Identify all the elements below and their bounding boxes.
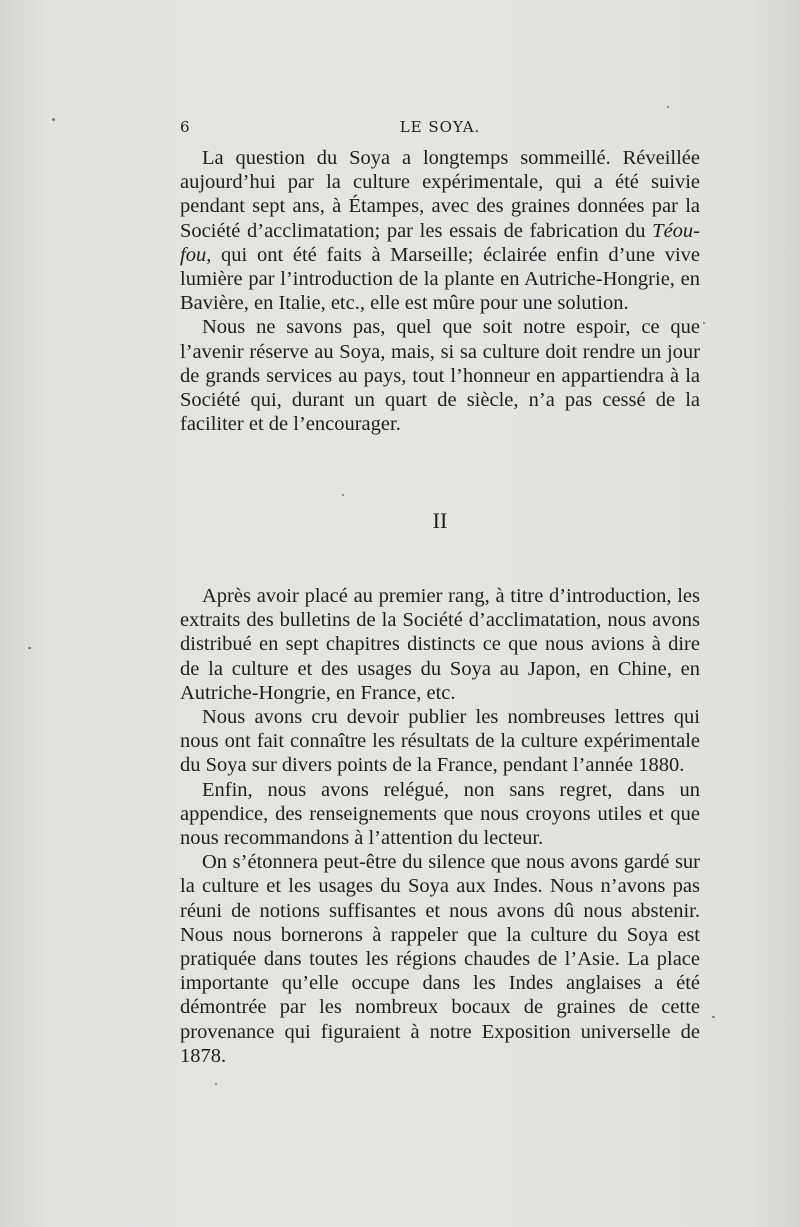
section-two-text	[180, 584, 700, 1068]
paragraph: La question du Soya a longtemps sommeillé. Réveillée aujourd’hui par la culture expérimentale, qui a été suivie pendant sept ans, à Étampes, avec des graines données par la Société d’acclimatation; par les essais de fabrication du Téou-fou, qui ont été faits à Marseille; éclairée enfin d’une vive lumière par l’introduction de la plante en Autriche-Hongrie, en Bavière, en Italie, etc., elle est mûre pour une solution.	[180, 147, 700, 315]
page-number: 6	[180, 118, 191, 136]
paper-speck	[703, 322, 705, 324]
running-title: LE SOYA.	[399, 118, 481, 136]
paper-speck	[342, 494, 344, 496]
paragraph: Nous avons cru devoir publier les nombreuses lettres qui nous ont fait connaître les résultats de la culture expérimentale du Soya sur divers points de la France, pendant l’année 1880.	[180, 706, 700, 777]
paper-speck	[28, 647, 31, 649]
paper-speck	[215, 1083, 217, 1085]
paragraph: Enfin, nous avons relégué, non sans regret, dans un appendice, des renseignements que nous croyons utiles et que nous recommandons à l’attention du lecteur.	[180, 778, 700, 850]
paper-speck	[712, 1016, 715, 1018]
paragraph: Nous ne savons pas, quel que soit notre espoir, ce que l’avenir réserve au Soya, mais, si sa culture doit rendre un jour de grands services au pays, tout l’honneur en appartiendra à la Société qui, durant un quart de siècle, n’a pas cessé de la faciliter et de l’encourager.	[180, 316, 700, 436]
section-one-text	[180, 146, 700, 436]
running-head	[180, 118, 700, 140]
paper-speck	[667, 106, 669, 108]
paper-speck	[52, 118, 55, 121]
italic-term: Téou-fou	[180, 219, 700, 266]
paragraph: On s’étonnera peut-être du silence que nous avons gardé sur la culture et les usages du Soya aux Indes. Nous n’avons pas réuni de notions suffisantes et nous avons dû nous abstenir. Nous nous bornerons à rappeler que la culture du Soya est pratiquée dans toutes les régions chaudes de l’Asie. La place importante qu’elle occupe dans les Indes anglaises a été démontrée par les nombreux bocaux de graines de cette provenance qui figuraient à notre Exposition universelle de 1878.	[180, 851, 700, 1067]
section-number: II	[432, 508, 448, 533]
paragraph: Après avoir placé au premier rang, à titre d’introduction, les extraits des bulletins de la Société d’acclimatation, nous avons distribué en sept chapitres distincts ce que nous avions à dire de la culture et des usages du Soya au Japon, en Chine, en Autriche-Hongrie, en France, etc.	[180, 585, 700, 704]
